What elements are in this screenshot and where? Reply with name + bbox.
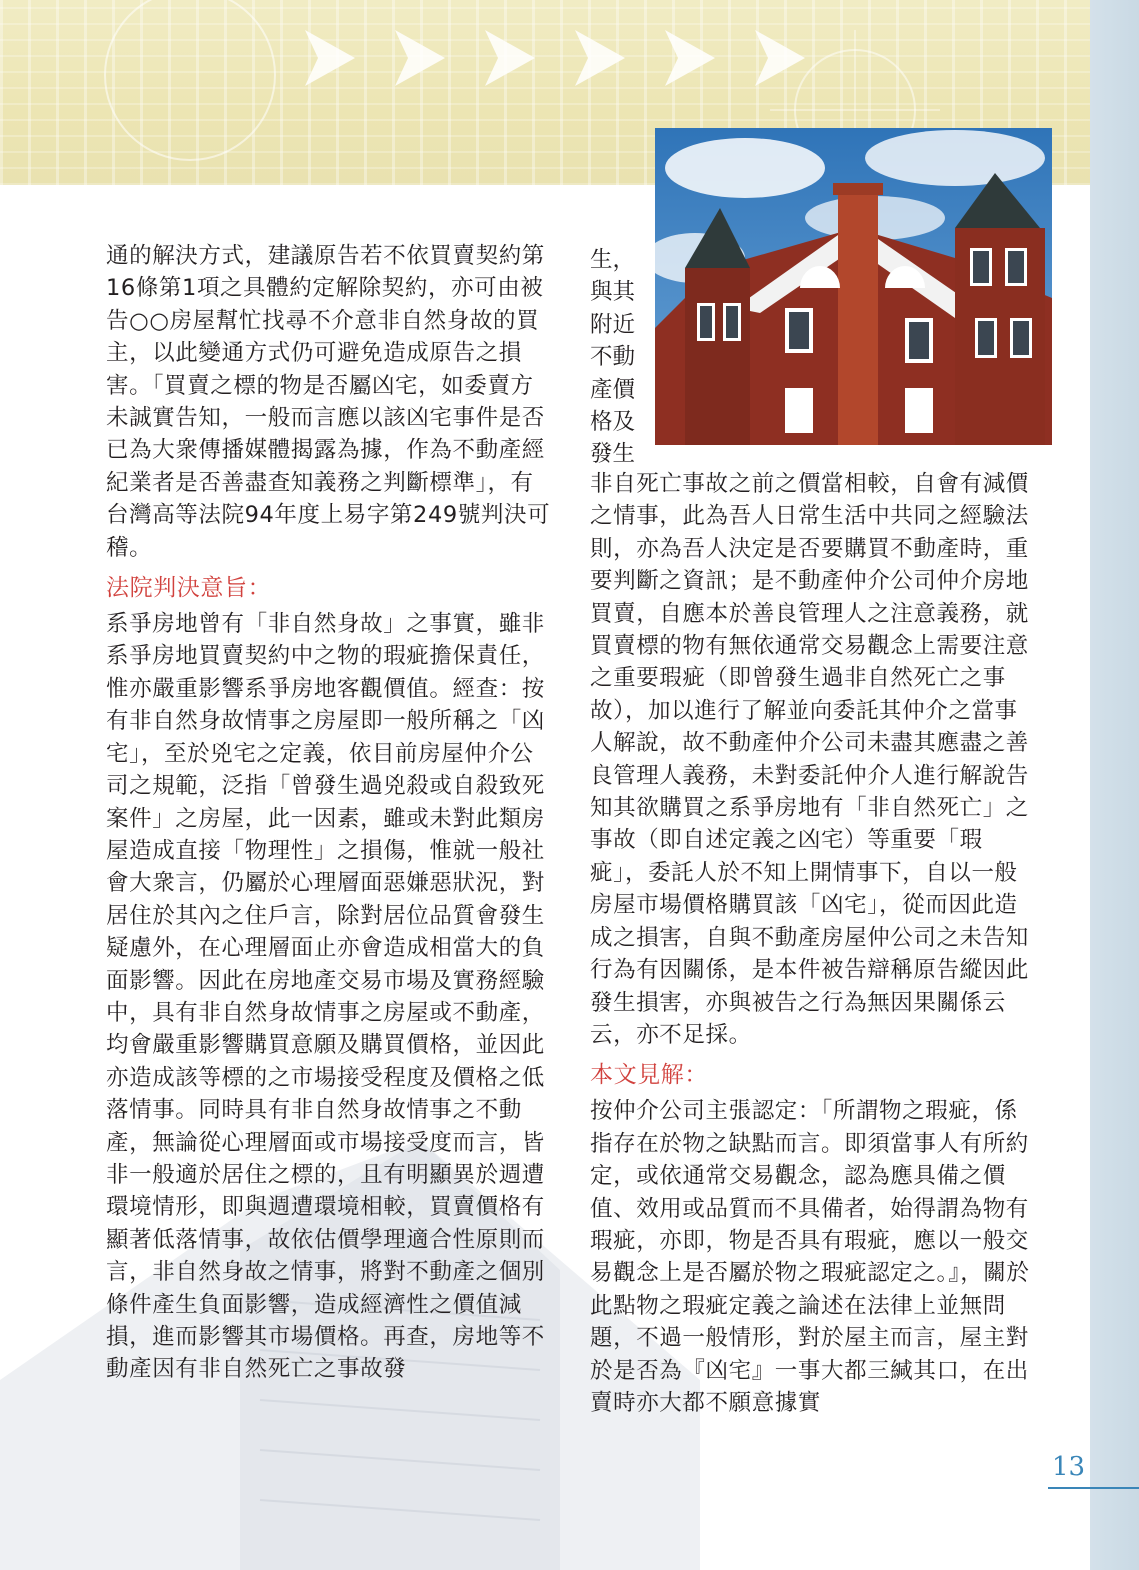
page-number-rule: [1048, 1487, 1139, 1489]
continued-paragraph: 非自死亡事故之前之價當相較，自會有減價之情事，此為吾人日常生活中共同之經驗法則，亦為吾人決定是否要購買不動產時，重要判斷之資訊；是不動產仲介公司仲介房地買賣，自應本於善良管理人之注意義務，就買賣標的物有無依通常交易觀念上需要注意之重要瑕疵（即曾發生過非自然死亡之事故），加以進行了解並向委託其仲介之當事人解說，故不動產仲介公司未盡其應盡之善良管理人義務，未對委託仲介人進行解說告知其欲購買之系爭房地有「非自然死亡」之事故（即自述定義之凶宅）等重要「瑕疵」，委託人於不知上開情事下，自以一般房屋市場價格購買該「凶宅」，從而因此造成之損害，自與不動產房屋仲公司之未告知行為有因關係，是本件被告辯稱原告縱因此發生損害，亦與被告之行為無因果關係云云，亦不足採。: [590, 471, 1029, 1048]
narrow-line: 與其: [590, 279, 636, 306]
house-photo: [655, 128, 1052, 445]
opinion-paragraph: 按仲介公司主張認定：「所謂物之瑕疵，係指存在於物之缺點而言。即須當事人有所約定，或依通常交易觀念，認為應具備之價值、效用或品質而不具備者，始得謂為物有瑕疵，亦即，物是否具有瑕疵，應以一般交易觀念上是否屬於物之瑕疵認定之。』，關於此點物之瑕疵定義之論述在法律上並無問題，不過一般情形，對於屋主而言，屋主對於是否為『凶宅』一事大都三緘其口，在出賣時亦大都不願意據實: [590, 1098, 1030, 1416]
court-ruling-paragraph: 系爭房地曾有「非自然身故」之事實，雖非系爭房地買賣契約中之物的瑕疵擔保責任，惟亦嚴重影響系爭房地客觀價值。經查：按有非自然身故情事之房屋即一般所稱之「凶宅」，至於兇宅之定義，依目前房屋仲介公司之規範，泛指「曾發生過兇殺或自殺致死案件」之房屋，此一因素，雖或未對此類房屋造成直接「物理性」之損傷，惟就一般社會大衆言，仍屬於心理層面惡嫌惡狀況，對居住於其內之住戶言，除對居位品質會發生疑慮外，在心理層面止亦會造成相當大的負面影響。因此在房地產交易市場及實務經驗中，具有非自然身故情事之房屋或不動產，均會嚴重影響購買意願及購買價格，並因此亦造成該等標的之市場接受程度及價格之低落情事。同時具有非自然身故情事之不動產，無論從心理層面或市場接受度而言，皆非一般適於居住之標的，且有明顯異於週遭環境情形，即與週遭環境相較，買賣價格有顯著低落情事，故依估價學理適合性原則而言，非自然身故之情事，將對不動產之個別條件產生負面影響，造成經濟性之價值減損，進而影響其市場價格。再查，房地等不動產因有非自然死亡之事故發: [106, 611, 545, 1383]
narrow-line: 不動: [590, 344, 636, 371]
left-column: [106, 240, 554, 1386]
narrow-text-beside-photo: [590, 244, 642, 471]
intro-paragraph: 通的解決方式，建議原告若不依買賣契約第16條第1項之具體約定解除契約，亦可由被告○○房屋幫忙找尋不介意非自然身故的買主，以此變通方式仍可避免造成原告之損害。「買賣之標的物是否屬凶宅，如委賣方未誠實告知，一般而言應以該凶宅事件是否已為大衆傳播媒體揭露為據，作為不動產經紀業者是否善盡查知義務之判斷標準」，有台灣高等法院94年度上易字第249號判決可稽。: [106, 243, 551, 561]
court-ruling-heading: 法院判決意旨：: [106, 575, 272, 602]
arrow-icons: [305, 30, 805, 86]
narrow-line: 生，: [590, 247, 636, 273]
narrow-line: 發生: [590, 441, 636, 468]
narrow-line: 產價: [590, 376, 636, 403]
right-column: [590, 468, 1035, 1419]
narrow-line: 附近: [590, 311, 636, 338]
opinion-heading: 本文見解：: [590, 1062, 708, 1089]
page-number: 13: [1052, 1452, 1086, 1482]
narrow-line: 格及: [590, 409, 636, 436]
side-strip: [1090, 0, 1139, 1570]
